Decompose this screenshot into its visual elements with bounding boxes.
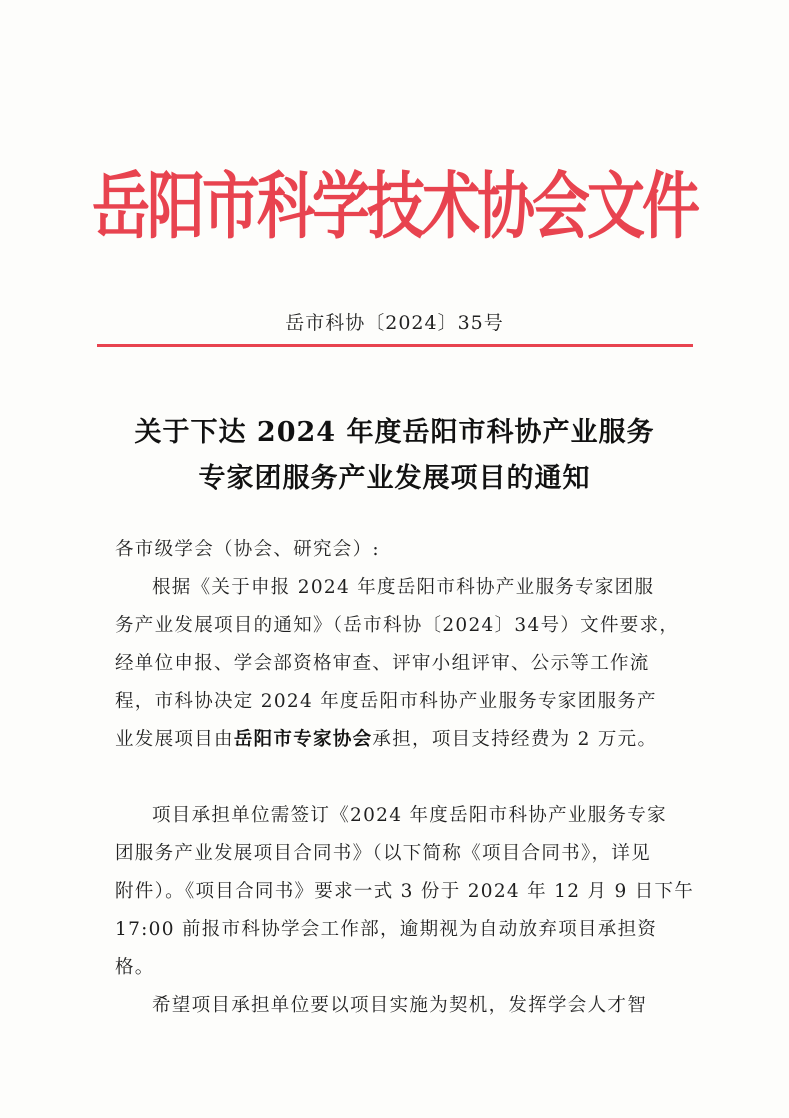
paragraph-1-line: 程，市科协决定 2024 年度岳阳市科协产业服务专家团服务产 <box>115 691 657 712</box>
paragraph-2-line: 团服务产业发展项目合同书》（以下简称《项目合同书》，详见 <box>115 843 651 864</box>
paragraph-1-line: 根据《关于申报 2024 年度岳阳市科协产业服务专家团服 <box>152 577 655 598</box>
issuer-header: 岳阳市科学技术协会文件 <box>91 163 697 249</box>
paragraph-3-line: 希望项目承担单位要以项目实施为契机，发挥学会人才智 <box>152 995 648 1016</box>
notice-title-line-1: 关于下达 2024 年度岳阳市科协产业服务 <box>134 417 655 448</box>
salutation: 各市级学会（协会、研究会）: <box>115 539 380 560</box>
paragraph-2-line: 17:00 前报市科协学会工作部，逾期视为自动放弃项目承担资 <box>115 919 658 940</box>
paragraph-1-line-last <box>115 721 690 759</box>
notice-title-line-2: 专家团服务产业发展项目的通知 <box>198 463 591 494</box>
paragraph-1-line: 务产业发展项目的通知》（岳市科协〔2024〕34号）文件要求， <box>115 615 680 636</box>
document-number: 岳市科协〔2024〕35号 <box>285 312 504 334</box>
paragraph-1 <box>115 569 690 759</box>
paragraph-2 <box>115 797 695 987</box>
paragraph-3 <box>115 987 690 1025</box>
paragraph-1-line: 经单位申报、学会部资格审查、评审小组评审、公示等工作流 <box>115 653 650 674</box>
paragraph-1-prefix: 业发展项目由 <box>115 729 234 750</box>
undertaking-unit: 岳阳市专家协会 <box>233 729 373 750</box>
paragraph-2-line: 格。 <box>115 957 155 978</box>
paragraph-2-line: 项目承担单位需签订《2024 年度岳阳市科协产业服务专家 <box>152 805 667 826</box>
paragraph-2-line: 附件）。《项目合同书》要求一式 3 份于 2024 年 12 月 9 日下午 <box>115 881 695 902</box>
paragraph-1-suffix: 承担，项目支持经费为 2 万元。 <box>372 729 658 750</box>
red-divider-line <box>97 344 693 347</box>
